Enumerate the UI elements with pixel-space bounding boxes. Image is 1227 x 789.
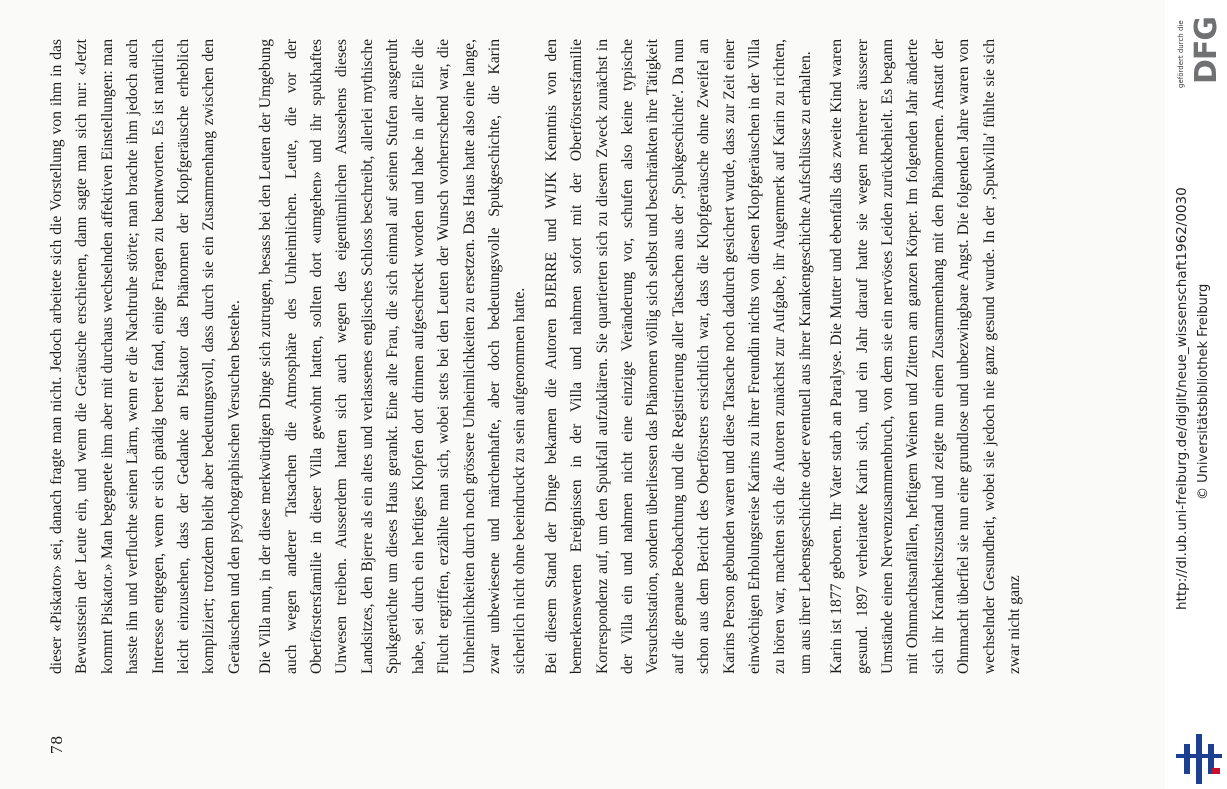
body-text (44, 39, 1084, 674)
page-number: 78 (47, 735, 66, 754)
paragraph: Karin ist 1877 geboren. Ihr Vater starb an Paralyse. Die Mutter und ebenfalls das zweite Kind waren gesund. 1897 verheiratete Karin sich, und ein Jahr darauf hatte sie wegen mehrerer äusserer Umstände einen Nervenzusammenbruch, von dem sie ein nervöses Leiden zurückbehielt. Es begann mit Ohnmachtsanfällen, heftigem Weinen und Zittern am ganzen Körper. Im folgenden Jahr änderte sich ihr Krankheitszustand und zeigte nun einen Zusammenhang mit den Phänomenen. Anstatt der Ohnmacht überfiel sie nun eine grundlose und unbezwingbare Angst. Die folgenden Jahre waren von wechselnder Gesundheit, wobei sie jedoch nie ganz gesund wurde. In der ‚Spukvilla' fühlte sie sich zwar nicht ganz (828, 39, 1024, 674)
dfg-caption: gefördert durch die (1177, 20, 1185, 88)
paragraph: dieser «Piskator» sei, danach fragte man nicht. Jedoch arbeitete sich die Vorstellung von ihm in das Bewusstsein der Leute ein, und wenn die Geräusche erschienen, dann sagte man sich nur: «Jetzt kommt Piskator.» Man begegnete ihm aber mit durchaus wechselnden affektiven Einstellungen: man hasste ihn und verfluchte seinen Lärm, wenn er die Nachtruhe störte; man brachte ihm jedoch auch Interesse entgegen, wenn er sich gnädig bereit fand, einige Fragen zu beantworten. Es ist natürlich leicht einzusehen, dass der Gedanke an Piskator das Phänomen der Klopfgeräusche erheblich kompliziert; trotzdem bleibt aber bedeutungsvoll, dass durch sie ein Zusammenhang zwischen den Geräuschen und den psychographischen Versuchen bestehe. (48, 39, 243, 674)
paragraph: Bei diesem Stand der Dinge bekamen die Autoren BJERRE und WIJK Kenntnis von den bemerkenswerten Ereignissen in der Villa und nahmen sofort mit der Oberförstersfamilie Korrespondenz auf, um den Spukfall aufzuklären. Sie quartierten sich zu diesem Zweck zunächst in der Villa ein und nahmen nicht eine einzige Veränderung vor, schufen also keine typische Versuchsstation, sondern überliessen das Phänomen völlig sich selbst und beschränkten ihre Tätigkeit auf die genaue Beobachtung und die Registrierung aller Tatsachen aus der ‚Spukgeschichte'. Da nun schon aus dem Bericht des Oberförsters ersichtlich war, dass die Klopfgeräusche ohne Zweifel an Karins Person gebunden waren und diese Tatsache noch dadurch gesichert wurde, dass zur Zeit einer einwöchigen Erholungsreise Karins zu ihrer Freundin nichts von diesen Klopfgeräuschen in der Villa zu hören war, machten sich die Autoren zunächst zur Aufgabe, ihr Augenmerk auf Karin zu richten, um aus ihrer Lebensgeschichte oder eventuell aus ihrer Krankengeschichte Aufschlüsse zu erhalten. (542, 39, 814, 674)
university-library-logo-icon (1176, 734, 1222, 784)
paragraph: Die Villa nun, in der diese merkwürdigen Dinge sich zutrugen, besass bei den Leuten der Umgebung auch wegen anderer Tatsachen die Atmosphäre des Unheimlichen. Leute, die vor der Oberförstersfamilie in dieser Villa gewohnt hatten, sollten dort «umgehen» und ihr spukhaftes Unwesen treiben. Ausserdem hatten sich auch wegen des eigentümlichen Aussehens dieses Landsitzes, den Bjerre als ein altes und verlassenes englisches Schloss beschreibt, allerlei mythische Spukgerüchte um dieses Haus gerankt. Eine alte Frau, die sich einmal auf seinen Stufen ausgeruht habe, sei durch ein heftiges Klopfen dort drinnen aufgeschreckt worden und habe in aller Eile die Flucht ergriffen, erzählte man sich, wobei stets bei den Leuten der Wunsch vorherrschend war, die Unheimlichkeiten durch noch grössere Unheimlichkeiten zu ersetzen. Das Haus hatte also eine lange, zwar unbewiesene und märchenhafte, aber doch bedeutungsvolle Spukgeschichte, die Karin sicherlich nicht ohne beeindruckt zu sein aufgenommen hatte. (257, 39, 529, 674)
dfg-logo (1175, 0, 1225, 92)
rotated-page (42, 22, 1092, 762)
permalink-url[interactable]: http://dl.ub.uni-freiburg.de/diglit/neue_wissenschaft1962/0030 (1174, 187, 1190, 610)
copyright-notice: © Universitätsbibliothek Freiburg (1196, 283, 1211, 500)
dfg-wordmark: DFG (1189, 16, 1224, 84)
